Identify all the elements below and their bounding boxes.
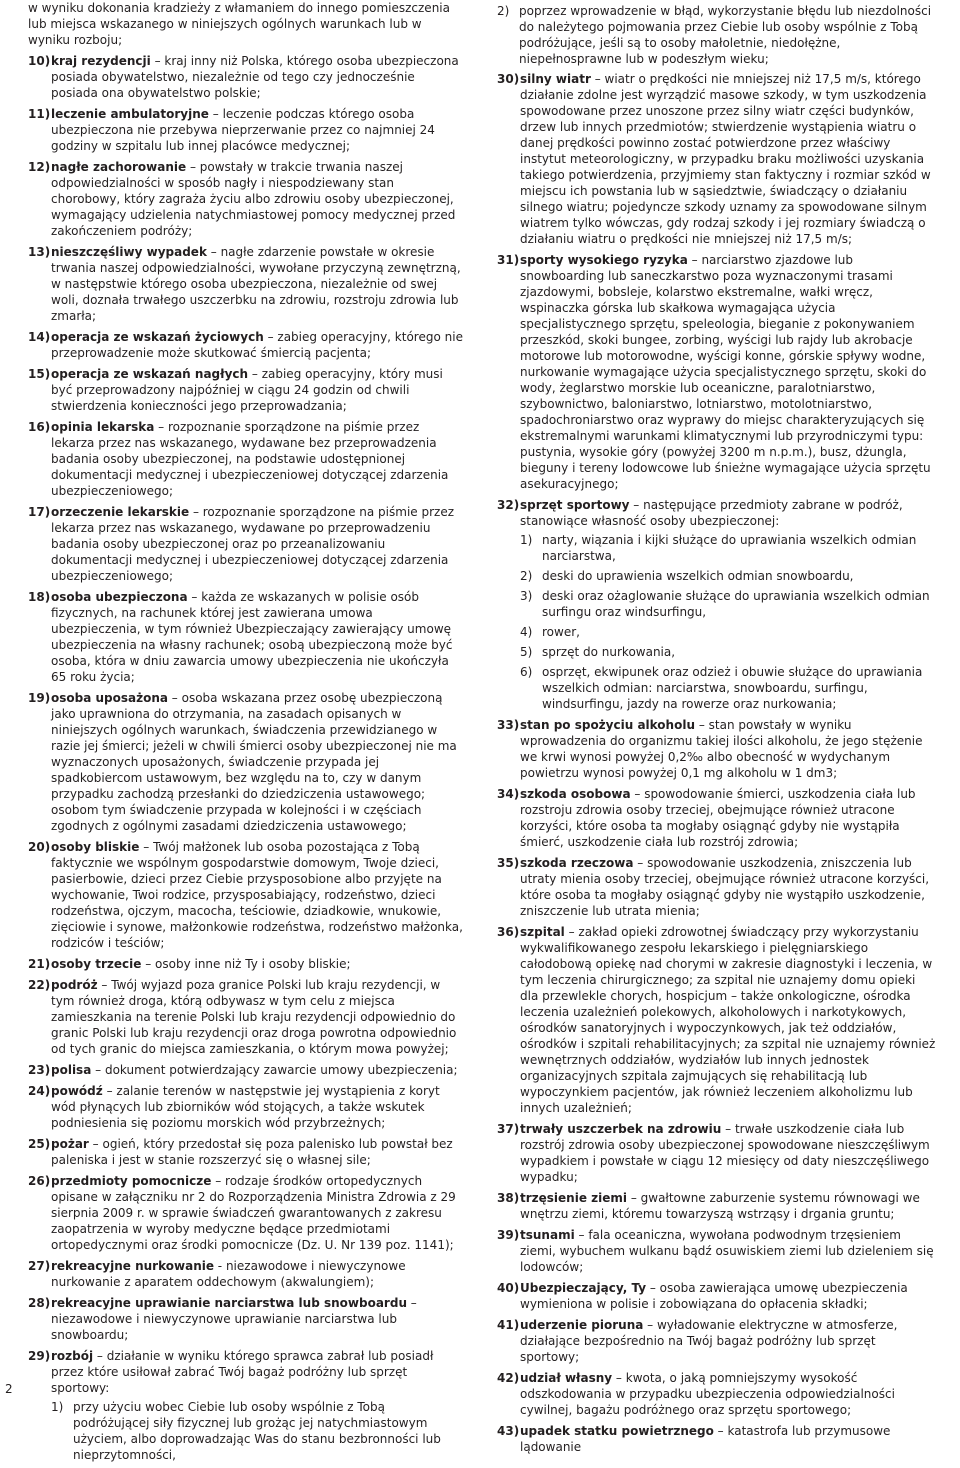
definition-separator: – (263, 330, 278, 344)
definition-item (497, 252, 936, 492)
definition-term: operacja ze wskazań nagłych (51, 367, 249, 381)
definition-item (28, 1173, 465, 1253)
definition-number: 35) (497, 856, 520, 870)
subitem-text: sprzęt do nurkowania, (542, 645, 676, 659)
definition-separator: – (154, 420, 168, 434)
definition-separator: – (248, 367, 262, 381)
definition-text: działanie w wyniku którego sprawca zabrał lub posiadł przez które usiłował zabrać Twój bagaż podróżny lub sprzęt sportowy: (51, 1349, 434, 1395)
definition-term: stan po spożyciu alkoholu (520, 718, 695, 732)
subitem (520, 588, 936, 620)
definition-number: 22) (28, 978, 51, 992)
subitem (520, 664, 936, 712)
definition-item (497, 1423, 936, 1455)
definition-separator: – (189, 505, 203, 519)
definition-number: 14) (28, 330, 51, 344)
definition-term: rekreacyjne nurkowanie (51, 1259, 214, 1273)
definition-number: 11) (28, 107, 51, 121)
definition-text: Twój wyjazd poza granice Polski lub kraju rezydencji, w tym również droga, którą odbywasz w tym celu z miejsca zamieszkania na terenie Polski lub kraju rezydencji odpowiednio do granic Polski lub kraju rezydencji oraz droga powrotna odpowiednio od tych granic do miejsca zamieszkania, o którym mowa powyżej; (51, 978, 457, 1056)
definition-text: powstały w trakcie trwania naszej odpowiedzialności w sposób nagły i niespodziewany stan chorobowy, który zagraża życiu albo zdrowiu osoby ubezpieczonej, wymagający udzielenia natychmiastowej pomocy medycznej przed zakończeniem podróży; (51, 160, 456, 238)
definition-separator: – (88, 1137, 103, 1151)
definition-text: rodzaje środków ortopedycznych opisane w załączniku nr 2 do Rozporządzenia Ministra Zdrowia z 29 sierpnia 2009 r. w sprawie świadczeń gwarantowanych z zakresu zaopatrzenia w wyroby medyczne będące przedmiotami ortopedycznymi oraz środki pomocnicze (Dz. U. Nr 139 poz. 1141); (51, 1174, 456, 1252)
definition-separator: – (406, 1296, 417, 1310)
definition-number: 20) (28, 840, 51, 854)
definition-term: sprzęt sportowy (520, 498, 630, 512)
definition-term: silny wiatr (520, 72, 591, 86)
definition-text: trwałe uszkodzenie ciała lub rozstrój zdrowia osoby ubezpieczonej spowodowane nieszczęśliwym wypadkiem i powstałe w ciągu 12 miesięcy od daty nieszczęśliwego wypadku; (520, 1122, 930, 1184)
definition-separator: – (141, 957, 156, 971)
definition-item (28, 419, 465, 499)
definition-separator: – (206, 245, 221, 259)
definition-number: 32) (497, 498, 520, 512)
definition-item (28, 589, 465, 685)
definition-number: 12) (28, 160, 51, 174)
definition-item (28, 1136, 465, 1168)
continued-subitems (497, 3, 936, 67)
definition-term: Ubezpieczający, Ty (520, 1281, 647, 1295)
definition-item (28, 1062, 465, 1078)
subitem-text: deski oraz ożaglowanie służące do uprawiania wszelkich odmian surfingu oraz windsurfingu, (542, 589, 930, 619)
definition-term: uderzenie pioruna (520, 1318, 644, 1332)
definition-separator: – (150, 54, 165, 68)
definition-text: rozpoznanie sporządzone na piśmie przez lekarza przez nas wskazanego, wydawane po przeprowadzeniu badania osoby ubezpieczonej oraz po przeanalizowaniu dokumentacji medycznej i ubezpieczeniowej dotyczącej zdarzenia ubezpieczeniowego; (51, 505, 455, 583)
left-column (28, 0, 465, 1468)
definition-separator: – (627, 1191, 641, 1205)
subitem-text: przy użyciu wobec Ciebie lub osoby wspólnie z Tobą podróżującej siły fizycznej lub grożąc jej natychmiastowym użyciem, albo doprowadzając Was do stanu bezbronności lub nieprzytomności, (73, 1400, 441, 1462)
subitem (520, 568, 936, 584)
definition-text: kraj inny niż Polska, którego osoba ubezpieczona posiada obywatelstwo, niezależnie od tego czy jednocześnie posiada ona obywatelstwo polskie; (51, 54, 459, 100)
definition-number: 17) (28, 505, 51, 519)
definition-number: 29) (28, 1349, 51, 1363)
definition-text: kwota, o jaką pomniejszymy wysokość odszkodowania w przypadku ubezpieczenia odpowiedzialności cywilnej, bagażu podróżnego oraz sprzętu sportowego; (520, 1371, 895, 1417)
definition-item (497, 1370, 936, 1418)
definition-number: 26) (28, 1174, 51, 1188)
definition-number: 24) (28, 1084, 51, 1098)
subitem-text: osprzęt, ekwipunek oraz odzież i obuwie służące do uprawiania wszelkich odmian: narciarstwa, snowboardu, surfingu, windsurfingu, jazdy na rowerze oraz nurkowania; (542, 665, 923, 711)
definition-separator: – (646, 1281, 660, 1295)
page-number: 2 (5, 1382, 13, 1396)
definition-term: nagłe zachorowanie (51, 160, 187, 174)
definition-term: osoba uposażona (51, 691, 168, 705)
definition-text: osoby inne niż Ty i osoby bliskie; (155, 957, 351, 971)
definition-separator: – (208, 107, 223, 121)
definition-term: upadek statku powietrznego (520, 1424, 714, 1438)
definition-item (497, 1190, 936, 1222)
definition-term: sporty wysokiego ryzyka (520, 253, 688, 267)
definition-number: 42) (497, 1371, 520, 1385)
definition-separator: – (713, 1424, 728, 1438)
definition-number: 30) (497, 72, 520, 86)
definition-item (28, 956, 465, 972)
definition-item (28, 977, 465, 1057)
definition-term: szkoda osobowa (520, 787, 631, 801)
definition-text: stan powstały w wyniku wprowadzenia do organizmu takiej ilości alkoholu, że jego stężenie we krwi wynosi powyżej 0,2‰ albo obecność w wydychanym powietrzu wynosi powyżej 0,1 mg alkoholu w 1 dm3; (520, 718, 923, 780)
definition-text: narciarstwo zjazdowe lub snowboarding lub saneczkarstwo poza wyznaczonymi trasami zjazdowymi, bobsleje, kolarstwo ekstremalne, wałki wręcz, wspinaczka górska lub skałkowa wymagająca użycia specjalistycznego sprzętu, speleologia, bieganie z pokonywaniem przeszkód, skoki bungee, zorbing, wyścigi lub rajdy lub akrobacje motorowe lub motorowodne, wyścigi konne, górskie spływy wodne, nurkowanie wymagające użycia specjalistycznego sprzętu, skoki do wody, żeglarstwo morskie lub oceaniczne, paralotniarstwo, szybownictwo, baloniarstwo, lotniarstwo, motolotniarstwo, spadochroniarstwo oraz wyprawy do miejsc charakteryzujących się ekstremalnymi warunkami klimatycznymi lub przyrodniczymi typu: pustynia, wysokie góry (powyżej 3200 m n.p.m.), busz, dżungla, bieguny i tereny lodowcowe lub śnieżne wymagające użycia sprzętu asekuracyjnego; (520, 253, 931, 491)
definition-number: 40) (497, 1281, 520, 1295)
definition-number: 36) (497, 925, 520, 939)
definition-item (28, 53, 465, 101)
definition-item (28, 1258, 465, 1290)
definition-term: orzeczenie lekarskie (51, 505, 190, 519)
definition-text: osoba wskazana przez osobę ubezpieczoną jako uprawniona do otrzymania, na zasadach opisanych w niniejszych ogólnych warunkach, świadczenia przewidzianego w razie jej śmierci; jeżeli w chwili śmierci osoby ubezpieczonej nie ma wyznaczonych uposażonych, świadczenie przypada jej spadkobiercom ustawowym, bez względu na to, czy w danym przypadku zachodzą przesłanki do dziedziczenia ustawowego; osobom tym świadczenie przypada w kolejności i w częściach zgodnych z ogólnymi zasadami dziedziczenia ustawowego; (51, 691, 457, 833)
subitem (51, 1399, 465, 1463)
definition-number: 16) (28, 420, 51, 434)
definition-term: podróż (51, 978, 98, 992)
definition-separator: – (564, 925, 579, 939)
definition-text: następujące przedmioty zabrane w podróż, stanowiące własność osoby ubezpieczonej: (520, 498, 903, 528)
definition-text: Twój małżonek lub osoba pozostająca z Tobą faktycznie we wspólnym gospodarstwie domowym, Twoje dzieci, pasierbowie, dzieci przez Ciebie przysposobione albo przyjęte na wychowanie, Twoi rodzice, przysposabiający, rodzeństwo, dzieci rodzeństwa, ojczym, macocha, teściowie, dziadkowie, wnukowie, zięciowie i synowe, małżonkowie rodzeństwa, rodzeństwo małżonka, rodziców i teściów; (51, 840, 463, 950)
definition-text: niezawodowe i niewyczynowe nurkowanie z aparatem oddechowym (akwalungiem); (51, 1259, 406, 1289)
definition-number: 13) (28, 245, 51, 259)
definition-term: osoby trzecie (51, 957, 142, 971)
definition-item (28, 690, 465, 834)
definition-term: kraj rezydencji (51, 54, 151, 68)
lead-paragraph: w wyniku dokonania kradzieży z włamaniem do innego pomieszczenia lub miejsca wskazanego w niniejszych ogólnych warunkach lub w wyniku rozboju; (28, 1, 450, 47)
subitem (520, 644, 936, 660)
definition-text: fala oceaniczna, wywołana podwodnym trzęsieniem ziemi, wybuchem wulkanu bądź osuwiskiem ziemi lub dzieleniem się lodowców; (520, 1228, 934, 1274)
definition-text: leczenie podczas którego osoba ubezpieczona nie przebywa nieprzerwanie przez co najmniej 24 godziny w szpitalu lub innej placówce medycznej; (51, 107, 435, 153)
definition-separator: – (139, 840, 154, 854)
definition-separator: – (93, 1349, 107, 1363)
definition-number: 41) (497, 1318, 520, 1332)
definition-separator: – (687, 253, 702, 267)
definition-separator: – (574, 1228, 589, 1242)
definition-item (497, 924, 936, 1116)
subitem-number: 1) (520, 533, 533, 547)
definition-term: osoba ubezpieczona (51, 590, 188, 604)
definition-text: zakład opieki zdrowotnej świadczący przy wykorzystaniu wykwalifikowanego zespołu lekarskiego i pielęgniarskiego całodobową opiekę nad chorymi w zakresie diagnostyki i leczenia, w tym leczenia chirurgicznego; za szpital nie uznajemy domu opieki dla przewlekle chorych, hospicjum – także onkologiczne, ośrodka leczenia uzależnień polekowych, alkoholowych i narkotykowych, ośrodków sanatoryjnych i wypoczynkowych, jak też oddziałów, ośrodków i szpitali rehabilitacyjnych; za szpital nie uznajemy również wewnętrznych oddziałów, wydziałów lub innych jednostek organizacyjnych szpitala zajmujących się rehabilitacją lub wypoczynkiem pacjentów, jak również leczeniem alkoholizmu lub innych uzależnień; (520, 925, 936, 1115)
definition-term: opinia lekarska (51, 420, 155, 434)
definition-term: leczenie ambulatoryjne (51, 107, 209, 121)
definition-item (497, 1121, 936, 1185)
definition-item (497, 1227, 936, 1275)
right-column (497, 0, 936, 1460)
definition-text: wiatr o prędkości nie mniejszej niż 17,5 m/s, którego działanie zdolne jest wyrządzić masowe szkody, w tym uszkodzenia spowodowane przez unoszone przez silny wiatr części budynków, drzew lub innych przedmiotów; stwierdzenie wystąpienia wiatru o danej prędkości powinno zostać potwierdzone przez właściwy instytut meteorologiczny, w przypadku braku możliwości uzyskania takiego potwierdzenia, przyjmiemy stan faktyczny i rozmiar szkód w miejscu ich powstania lub w sąsiedztwie, świadczący o działaniu silnego wiatru; pojedyncze szkody uznamy za spowodowane silnym wiatrem tylko wówczas, gdy rodzaj szkody i jej rozmiary świadczą o działaniu wiatru o prędkości nie mniejszej niż 17,5 m/s; (520, 72, 931, 246)
definition-text: każda ze wskazanych w polisie osób fizycznych, na rachunek której jest zawierana umowa ubezpieczenia, w tym również Ubezpieczający zawierający umowę ubezpieczenia na własny rachunek; osobą ubezpieczoną może być osoba, która w dniu zawarcia umowy ubezpieczenia nie ukończyła 65 roku życia; (51, 590, 453, 684)
subitem-text: deski do uprawienia wszelkich odmian snowboardu, (542, 569, 854, 583)
definition-item (497, 1317, 936, 1365)
definition-separator: – (629, 498, 644, 512)
definition-separator: – (590, 72, 605, 86)
definition-item (28, 244, 465, 324)
definition-item (28, 159, 465, 239)
definition-separator: – (721, 1122, 735, 1136)
definition-number: 27) (28, 1259, 51, 1273)
definition-separator: – (695, 718, 709, 732)
definition-item (497, 497, 936, 712)
definition-text: spowodowanie śmierci, uszkodzenia ciała lub rozstroju zdrowia osoby trzeciej, obejmujące również utracone korzyści, które osoba ta mogłaby osiągnąć gdyby nie wystąpiła śmierć, uszkodzenie ciała lub rozstrój zdrowia; (520, 787, 916, 849)
definition-term: operacja ze wskazań życiowych (51, 330, 264, 344)
definition-text: rozpoznanie sporządzone na piśmie przez lekarza przez nas wskazanego, wydawane bez przeprowadzenia badania osoby ubezpieczonej, na podstawie udostępnionej dokumentacji medycznej i ubezpieczeniowej dotyczącej zdarzenia ubezpieczeniowego; (51, 420, 449, 498)
definition-number: 15) (28, 367, 51, 381)
definition-number: 38) (497, 1191, 520, 1205)
subitems-list (520, 532, 936, 712)
definition-text: spowodowanie uszkodzenia, zniszczenia lub utraty mienia osoby trzeciej, obejmujące również utracone korzyści, które osoba ta mogłaby osiągnąć gdyby nie wystąpiło uszkodzenie, zniszczenie lub utrata mienia; (520, 856, 930, 918)
subitem-number: 2) (520, 569, 533, 583)
definition-separator: – (187, 590, 202, 604)
definition-separator: – (102, 1084, 117, 1098)
definition-term: polisa (51, 1063, 92, 1077)
definition-item (497, 786, 936, 850)
subitem-text: poprzez wprowadzenie w błąd, wykorzystanie błędu lub niezdolności do należytego pojmowania przez Ciebie lub osoby wspólnie z Tobą podróżujące, jeśli są to osoby małoletnie, niedołężne, niepełnosprawne lub w podeszłym wieku; (519, 4, 932, 66)
subitem-number: 4) (520, 625, 533, 639)
subitem-number: 5) (520, 645, 533, 659)
subitem (497, 3, 936, 67)
subitem (520, 532, 936, 564)
definition-term: trwały uszczerbek na zdrowiu (520, 1122, 722, 1136)
definition-item (28, 106, 465, 154)
definition-term: powódź (51, 1084, 103, 1098)
definition-item (28, 329, 465, 361)
definition-number: 39) (497, 1228, 520, 1242)
subitem-text: narty, wiązania i kijki służące do uprawiania wszelkich odmian narciarstwa, (542, 533, 917, 563)
definition-item (497, 717, 936, 781)
definition-number: 23) (28, 1063, 51, 1077)
definition-text: katastrofa lub przymusowe lądowanie (520, 1424, 891, 1454)
definition-number: 37) (497, 1122, 520, 1136)
definition-number: 25) (28, 1137, 51, 1151)
definition-term: rekreacyjne uprawianie narciarstwa lub snowboardu (51, 1296, 407, 1310)
subitem (520, 624, 936, 640)
definition-text: ogień, który przedostał się poza palenisko lub powstał bez paleniska i jest w stanie rozszerzyć się o własnej sile; (51, 1137, 453, 1167)
subitem-text: rower, (542, 625, 580, 639)
definition-number: 43) (497, 1424, 520, 1438)
definition-term: szkoda rzeczowa (520, 856, 634, 870)
definition-separator: – (167, 691, 182, 705)
definition-item (28, 366, 465, 414)
definition-item (497, 1280, 936, 1312)
definition-term: trzęsienie ziemi (520, 1191, 627, 1205)
definition-number: 28) (28, 1296, 51, 1310)
definition-text: wyładowanie elektryczne w atmosferze, działające bezpośrednio na Twój bagaż podróżny lub sprzęt sportowy; (520, 1318, 898, 1364)
definition-number: 21) (28, 957, 51, 971)
definition-item (497, 855, 936, 919)
definition-text: nagłe zdarzenie powstałe w okresie trwania naszej odpowiedzialności, wywołane przyczyną zewnętrzną, w następstwie którego osoba ubezpieczona, niezależnie od swej woli, doznała trwałego uszczerbku na zdrowiu, rozstroju zdrowia lub zmarła; (51, 245, 461, 323)
definition-separator: – (186, 160, 200, 174)
subitems-list (51, 1399, 465, 1463)
definition-text: gwałtowne zaburzenie systemu równowagi we wnętrzu ziemi, któremu towarzyszą wstrząsy i drgania gruntu; (520, 1191, 920, 1221)
definition-item (497, 71, 936, 247)
definition-term: tsunami (520, 1228, 575, 1242)
definition-number: 33) (497, 718, 520, 732)
definition-term: pożar (51, 1137, 89, 1151)
definition-number: 19) (28, 691, 51, 705)
definition-text: dokument potwierdzający zawarcie umowy ubezpieczenia; (104, 1063, 458, 1077)
definition-item (28, 1295, 465, 1343)
subitem-number: 6) (520, 665, 533, 679)
definition-item (28, 504, 465, 584)
definition-text: zalanie terenów w następstwie jej wystąpienia z koryt wód płynących lub zbiorników wód stojących, a także wskutek podniesienia się poziomu morskich wód przybrzeżnych; (51, 1084, 440, 1130)
definition-number: 18) (28, 590, 51, 604)
definition-item (28, 1083, 465, 1131)
definition-separator: – (643, 1318, 657, 1332)
definition-text: osoba zawierająca umowę ubezpieczenia wymieniona w polisie i zobowiązana do opłacenia składki; (520, 1281, 908, 1311)
definition-item (28, 839, 465, 951)
definition-text: zabieg operacyjny, którego nie przeprowadzenie może skutkować śmiercią pacjenta; (51, 330, 463, 360)
definition-separator: – (630, 787, 645, 801)
definition-term: rozbój (51, 1349, 94, 1363)
definition-term: nieszczęśliwy wypadek (51, 245, 207, 259)
definition-separator: – (612, 1371, 626, 1385)
subitem-number: 1) (51, 1400, 64, 1414)
definition-term: przedmioty pomocnicze (51, 1174, 212, 1188)
definition-term: udział własny (520, 1371, 613, 1385)
definition-separator: – (211, 1174, 226, 1188)
definition-text: niezawodowe i niewyczynowe uprawianie narciarstwa lub snowboardu; (51, 1312, 397, 1342)
definitions-list-right (497, 71, 936, 1455)
definition-separator: – (91, 1063, 105, 1077)
definition-separator: – (633, 856, 648, 870)
definition-number: 31) (497, 253, 520, 267)
definition-term: osoby bliskie (51, 840, 140, 854)
definition-term: szpital (520, 925, 565, 939)
definitions-list-left (28, 53, 465, 1463)
definition-separator: - (213, 1259, 226, 1273)
definition-item (28, 1348, 465, 1463)
definition-number: 34) (497, 787, 520, 801)
definition-text: zabieg operacyjny, który musi być przeprowadzony najpóźniej w ciągu 24 godzin od chwili stwierdzenia konieczności jego przeprowadzania; (51, 367, 443, 413)
definition-separator: – (97, 978, 112, 992)
subitem-number: 3) (520, 589, 533, 603)
definition-number: 10) (28, 54, 51, 68)
subitem-number: 2) (497, 4, 510, 18)
